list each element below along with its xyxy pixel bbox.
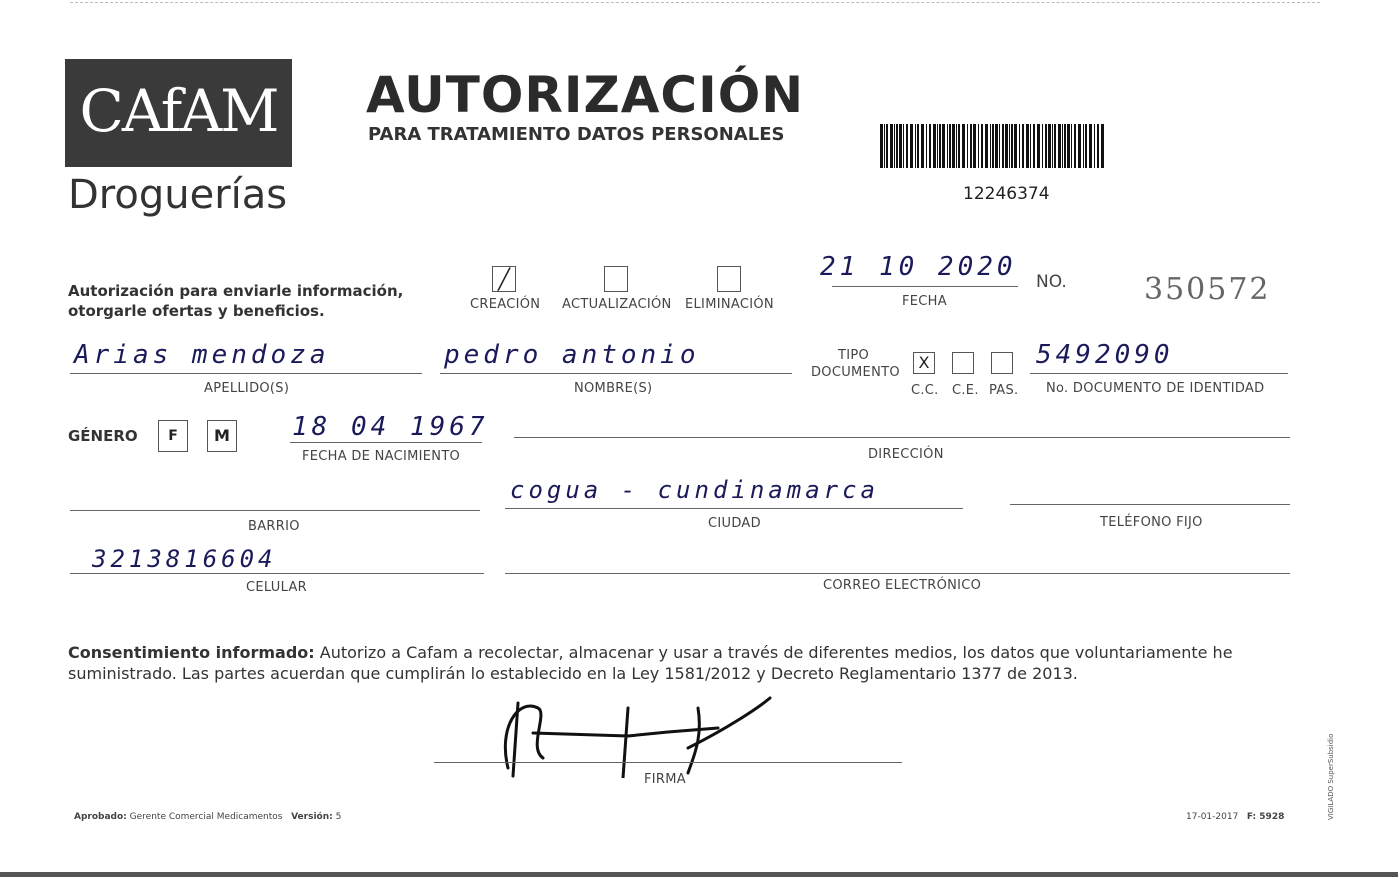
barcode-bar [1014,124,1017,168]
consent-body: Autorizo a Cafam a recolectar, almacenar y usar a través de diferentes medios, los datos que voluntariamente he suministrado. Las partes acuerdan que cumplirán lo establecido en la Ley 1581/2012 y Decreto Reglamentario 1377 de 2013. [68,643,1233,683]
checkbox-actualizacion[interactable] [604,266,628,292]
barcode-bar [1048,124,1051,168]
checkbox-genero-m[interactable] [207,420,237,452]
barcode-bar [978,124,979,168]
barcode-bar [910,124,913,168]
intro-line-1: Autorización para enviarle información, [68,282,404,300]
firma-label: FIRMA [644,772,686,787]
telefono-label: TELÉFONO FIJO [1100,515,1203,530]
nacimiento-line[interactable] [290,442,482,443]
tipo-label: TIPO [838,348,870,363]
barcode-bar [915,124,916,168]
barcode-bar [985,124,988,168]
logo: CAfAM [79,77,278,145]
barcode-bar [1101,124,1104,168]
barcode-bar [1067,124,1070,168]
celular-label: CELULAR [246,580,307,595]
barcode-bar [1064,124,1066,168]
barcode-bar [906,124,908,168]
barcode-bar [990,124,991,168]
barcode-bar [1054,124,1056,168]
ciudad-value: cogua - cundinamarca [510,476,879,504]
ciudad-label: CIUDAD [708,516,761,531]
barcode-bar [1085,124,1087,168]
barcode-bar [1045,124,1047,168]
aprobado-value: Gerente Comercial Medicamentos [129,812,283,822]
barcode [880,124,1106,168]
barrio-line[interactable] [70,510,480,511]
barcode-bar [967,124,968,168]
checkbox-cc[interactable] [913,352,935,374]
barcode-bar [929,124,931,168]
direccion-label: DIRECCIÓN [868,447,944,462]
no-label: NO. [1036,272,1067,292]
genero-f-label: F [168,428,178,444]
footer-code: F: 5928 [1246,812,1285,822]
barcode-bar [1033,124,1035,168]
barcode-bar [999,124,1000,168]
cc-checkmark: X [918,353,930,372]
barcode-bar [1022,124,1024,168]
genero-m-label: M [214,426,230,445]
barcode-bar [1083,124,1084,168]
brand-name: Droguerías [68,172,288,218]
celular-line[interactable] [70,573,484,574]
checkbox-creacion[interactable] [492,266,516,292]
barcode-bar [1030,124,1031,168]
barcode-bar [926,124,927,168]
checkbox-eliminacion[interactable] [717,266,741,292]
fecha-label: FECHA [902,294,947,309]
barcode-bar [1005,124,1008,168]
barcode-bar [1002,124,1004,168]
documento-label: DOCUMENTO [811,365,900,380]
apellidos-value: Arias mendoza [74,340,330,370]
pas-label: PAS. [989,383,1019,398]
nombres-line[interactable] [440,373,792,374]
top-edge [70,2,1320,3]
creacion-checkmark: ╱ [497,267,511,291]
barcode-bar [970,124,972,168]
correo-line[interactable] [505,573,1290,574]
doc-number-line[interactable] [1030,373,1288,374]
option-eliminacion-label: ELIMINACIÓN [685,297,774,312]
genero-label: GÉNERO [68,427,138,445]
nombres-value: pedro antonio [444,340,700,370]
barcode-bar [1058,124,1061,168]
ciudad-line[interactable] [505,508,963,509]
nombres-label: NOMBRE(S) [574,381,653,396]
page-title: AUTORIZACIÓN [366,66,805,124]
signature-drawing [488,688,778,778]
footer-date: 17-01-2017 [1186,812,1239,822]
barcode-bar [896,124,898,168]
aprobado-label: Aprobado: [74,812,127,822]
checkbox-pas[interactable] [991,352,1013,374]
consent-heading: Consentimiento informado: [68,643,315,662]
barcode-bar [1009,124,1010,168]
correo-label: CORREO ELECTRÓNICO [823,578,982,593]
apellidos-line[interactable] [70,373,422,374]
celular-value: 3213816604 [92,545,277,573]
barrio-label: BARRIO [248,519,300,534]
barcode-bar [962,124,965,168]
barcode-bar [942,124,945,168]
serial-number: 350572 [1144,272,1271,307]
barcode-bar [1097,124,1099,168]
barcode-bar [921,124,924,168]
barcode-bar [952,124,955,168]
barcode-bar [973,124,976,168]
option-actualizacion-label: ACTUALIZACIÓN [562,297,672,312]
barcode-bar [949,124,951,168]
barcode-bar [1037,124,1040,168]
barcode-bar [903,124,904,168]
barcode-bar [880,124,883,168]
fecha-value: 21 10 2020 [820,252,1017,282]
barcode-bar [995,124,998,168]
barcode-bar [1094,124,1095,168]
barcode-bar [886,124,888,168]
barcode-bar [1071,124,1072,168]
barcode-bar [1042,124,1043,168]
direccion-line[interactable] [514,437,1290,438]
barcode-bar [1074,124,1076,168]
barcode-bar [981,124,983,168]
consent-text [68,642,1293,684]
nacimiento-label: FECHA DE NACIMIENTO [302,449,461,464]
doc-number-label: No. DOCUMENTO DE IDENTIDAD [1046,381,1265,396]
fecha-line [832,286,1018,287]
barcode-bar [933,124,936,168]
doc-number-value: 5492090 [1036,340,1174,370]
cc-label: C.C. [911,383,939,398]
barcode-bar [992,124,994,168]
barcode-bar [884,124,885,168]
barcode-bar [894,124,895,168]
checkbox-genero-f[interactable] [158,420,188,452]
barcode-bar [937,124,938,168]
barcode-bar [1062,124,1063,168]
apellidos-label: APELLIDO(S) [204,381,290,396]
intro-line-2: otorgarle ofertas y beneficios. [68,302,325,320]
ce-label: C.E. [952,383,979,398]
footer-right [1186,812,1284,822]
barcode-bar [1019,124,1020,168]
barcode-bar [956,124,957,168]
vigilado-text: VIGILADO SuperSubsidio [1327,733,1335,820]
barcode-bar [939,124,941,168]
telefono-line[interactable] [1010,504,1290,505]
footer-left [74,812,341,822]
barcode-bar [899,124,902,168]
barcode-bar [1026,124,1029,168]
barcode-bar [890,124,893,168]
barcode-bar [1078,124,1081,168]
nacimiento-value: 18 04 1967 [292,412,489,442]
checkbox-ce[interactable] [952,352,974,374]
barcode-bar [1011,124,1013,168]
version-value: 5 [335,812,342,822]
barcode-bar [1089,124,1092,168]
barcode-bar [1052,124,1053,168]
barcode-bar [958,124,960,168]
firma-line[interactable] [434,762,902,763]
barcode-number: 12246374 [963,184,1050,204]
barcode-bar [947,124,948,168]
version-label: Versión: [291,812,333,822]
page-subtitle: PARA TRATAMIENTO DATOS PERSONALES [368,124,785,145]
barcode-bar [917,124,919,168]
bottom-edge [0,872,1398,877]
option-creacion-label: CREACIÓN [470,297,541,312]
